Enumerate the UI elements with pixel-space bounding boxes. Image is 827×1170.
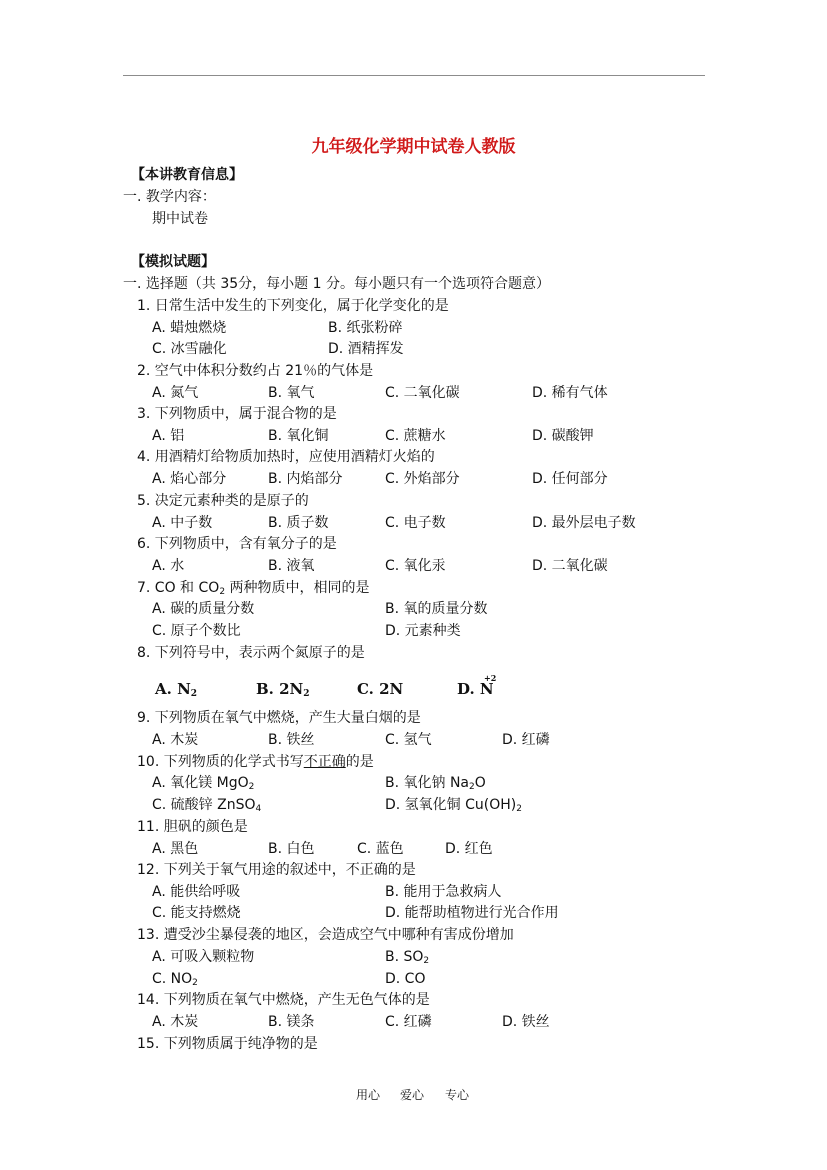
valence-mark: +2 [484,673,497,683]
question-stem: 11. 胆矾的颜色是 [137,819,248,835]
option: B. 能用于急救病人 [385,884,502,900]
question-stem: 7. CO 和 $CO_2$ 两种物质中，相同的是 [137,580,370,597]
option: A. 焰心部分 [152,471,227,487]
question-stem: 9. 下列物质在氧气中燃烧，产生大量白烟的是 [137,710,421,726]
question-stem: 13. 遭受沙尘暴侵袭的地区，会造成空气中哪种有害成份增加 [137,927,514,943]
option: C. 冰雪融化 [152,341,227,357]
option: C. 二氧化碳 [385,385,460,401]
option: B. 氧化铜 [268,428,329,444]
option: D. N +2 [457,679,494,699]
option: C. $NO_2$ [152,971,198,988]
question-stem: 1. 日常生活中发生的下列变化，属于化学变化的是 [137,298,449,314]
option: A. 黑色 [152,841,199,857]
question-stem: 10. 下列物质的化学式书写不正确的是 [137,754,374,770]
option: B. $SO_2$ [385,949,430,966]
teaching-content-value: 期中试卷 [152,211,208,227]
option: A. 氮气 [152,385,199,401]
question-stem: 4. 用酒精灯给物质加热时，应使用酒精灯火焰的 [137,449,435,465]
part-one-heading: 一. 选择题（共 35分，每小题 1 分。每小题只有一个选项符合题意） [123,276,550,292]
question-stem: 15. 下列物质属于纯净物的是 [137,1036,318,1052]
option: B. 氧化钠 $Na_2O$ [385,775,486,792]
option: A. 碳的质量分数 [152,601,255,617]
option: B. 白色 [268,841,315,857]
option: A. 蜡烛燃烧 [152,320,227,336]
section-heading-test: 【模拟试题】 [131,254,215,270]
option: D. 氢氧化铜 $Cu(OH)_2$ [385,797,522,814]
option: A. 木炭 [152,732,199,748]
option: B. 氧气 [268,385,315,401]
option: B. 内焰部分 [268,471,343,487]
footer-text: 爱心 [400,1088,425,1102]
option: C. 电子数 [385,515,446,531]
teaching-content-label: 一. 教学内容： [123,189,216,205]
option: C. 氧化汞 [385,558,446,574]
option: B. 液氧 [268,558,315,574]
option: A. 能供给呼吸 [152,884,241,900]
option: B. 镁条 [268,1014,315,1030]
question-stem: 3. 下列物质中，属于混合物的是 [137,406,337,422]
option: D. 红磷 [502,732,550,748]
option: D. 红色 [445,841,493,857]
section-heading-info: 【本讲教育信息】 [131,167,243,183]
footer-text: 用心 [356,1088,381,1102]
option: C. 氢气 [385,732,432,748]
option: A. 可吸入颗粒物 [152,949,255,965]
question-stem: 14. 下列物质在氧气中燃烧，产生无色气体的是 [137,992,430,1008]
option: D. 稀有气体 [532,385,608,401]
option: C. 蔗糖水 [385,428,446,444]
option: A. 铝 [152,428,185,444]
option: D. 元素种类 [385,623,461,639]
question-stem: 6. 下列物质中，含有氧分子的是 [137,536,337,552]
option: C. 能支持燃烧 [152,905,241,921]
option: C. 红磷 [385,1014,432,1030]
option: A. 水 [152,558,185,574]
header-rule [123,75,705,76]
option: B. 铁丝 [268,732,315,748]
option: D. 铁丝 [502,1014,550,1030]
question-stem: 12. 下列关于氧气用途的叙述中，不正确的是 [137,862,416,878]
option: B. 纸张粉碎 [328,320,403,336]
option: D. CO [385,971,426,987]
option: D. 酒精挥发 [328,341,404,357]
footer-text: 专心 [445,1088,470,1102]
question-stem: 5. 决定元素种类的是原子的 [137,493,309,509]
option: A. $N_2$ [155,680,198,699]
option: C. 蓝色 [357,841,404,857]
option: C. 外焰部分 [385,471,460,487]
option: A. 中子数 [152,515,213,531]
option: D. 最外层电子数 [532,515,636,531]
option: A. 木炭 [152,1014,199,1030]
option: C. 原子个数比 [152,623,241,639]
option: C. 2N [357,680,404,698]
option: A. 氧化镁 MgO$_2$ [152,775,255,792]
question-stem: 8. 下列符号中，表示两个氮原子的是 [137,645,365,661]
option: B. 氧的质量分数 [385,601,488,617]
option: D. 任何部分 [532,471,608,487]
option: C. 硫酸锌 ZnSO$_4$ [152,797,262,814]
option: B. $2N_2$ [256,680,310,699]
option: D. 碳酸钾 [532,428,594,444]
question-stem: 2. 空气中体积分数约占 21％的气体是 [137,363,374,379]
option: D. 二氧化碳 [532,558,608,574]
option: B. 质子数 [268,515,329,531]
option: D. 能帮助植物进行光合作用 [385,905,559,921]
page-title: 九年级化学期中试卷人教版 [311,137,516,157]
